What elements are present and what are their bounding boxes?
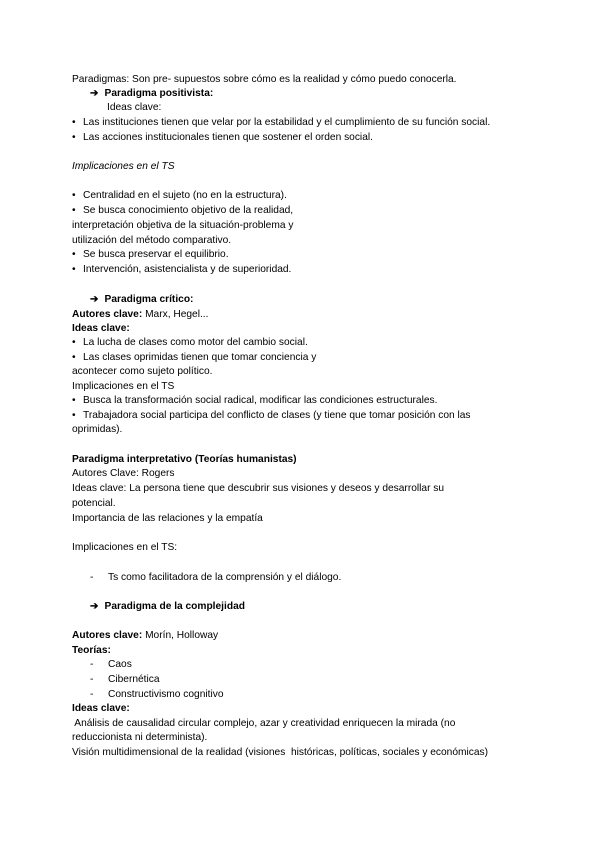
autores-critico xyxy=(72,308,208,321)
dash-marker: - xyxy=(90,572,94,583)
list-item-text: Caos xyxy=(108,659,132,670)
list-item xyxy=(72,673,160,686)
list-item xyxy=(72,351,316,364)
bullet-icon: • xyxy=(72,132,76,143)
bullet-icon: • xyxy=(72,205,76,216)
bullet-icon: • xyxy=(72,352,76,363)
list-item xyxy=(72,571,341,584)
impl-heading-interpretativo: Implicaciones en el TS: xyxy=(72,542,178,553)
list-item-text: Las clases oprimidas tienen que tomar conciencia y xyxy=(83,352,317,363)
impl-heading-critico: Implicaciones en el TS xyxy=(72,381,175,392)
arrow-icon: ➔ xyxy=(90,294,99,305)
list-item xyxy=(72,189,287,202)
list-item-text: La lucha de clases como motor del cambio social. xyxy=(83,337,308,348)
list-item xyxy=(72,688,224,701)
list-item-text: Ts como facilitadora de la comprensión y el diálogo. xyxy=(108,572,342,583)
list-item-text: Trabajadora social participa del conflicto de clases (y tiene que tomar posición con las xyxy=(83,410,471,421)
arrow-icon: ➔ xyxy=(90,88,99,99)
list-item xyxy=(72,131,373,144)
teorias-label: Teorías: xyxy=(72,645,111,656)
list-item xyxy=(72,336,308,349)
autores-interpretativo: Autores Clave: Rogers xyxy=(72,468,175,479)
heading-positivista-text: Paradigma positivista: xyxy=(104,88,214,99)
heading-critico xyxy=(90,293,193,306)
list-item xyxy=(72,116,490,129)
bullet-icon: • xyxy=(72,264,76,275)
continuation-line: reduccionista ni determinista). xyxy=(72,732,208,743)
list-item-text: Centralidad en el sujeto (no en la estructura). xyxy=(83,190,287,201)
bullet-icon: • xyxy=(72,337,76,348)
vision-line: Visión multidimensional de la realidad (visiones históricas, políticas, sociales y económicas) xyxy=(72,747,488,758)
list-item xyxy=(72,394,437,407)
list-item-text: Constructivismo cognitivo xyxy=(108,689,224,700)
ideas-interpretativo: Ideas clave: La persona tiene que descubrir sus visiones y deseos y desarrollar su xyxy=(72,483,445,494)
list-item xyxy=(72,204,293,217)
heading-critico-text: Paradigma crítico: xyxy=(104,294,194,305)
list-item-text: Las acciones institucionales tienen que sostener el orden social. xyxy=(83,132,373,143)
continuation-line: potencial. xyxy=(72,498,116,509)
importancia-line: Importancia de las relaciones y la empatía xyxy=(72,513,263,524)
bullet-icon: • xyxy=(72,395,76,406)
autores-value: Marx, Hegel... xyxy=(145,309,209,320)
bullet-icon: • xyxy=(72,410,76,421)
dash-marker: - xyxy=(90,674,94,685)
ideas-label-complejidad: Ideas clave: xyxy=(72,703,130,714)
ideas-label-positivista: Ideas clave: xyxy=(107,102,162,113)
list-item-text: Las instituciones tienen que velar por la estabilidad y el cumplimiento de su función social. xyxy=(83,117,491,128)
dash-marker: - xyxy=(90,689,94,700)
autores-label: Autores clave: xyxy=(72,309,143,320)
autores-label: Autores clave: xyxy=(72,630,143,641)
continuation-line: acontecer como sujeto político. xyxy=(72,366,213,377)
list-item-text: Busca la transformación social radical, modificar las condiciones estructurales. xyxy=(83,395,438,406)
dash-marker: - xyxy=(90,659,94,670)
heading-complejidad-text: Paradigma de la complejidad xyxy=(104,601,245,612)
bullet-icon: • xyxy=(72,117,76,128)
arrow-icon: ➔ xyxy=(90,601,99,612)
list-item-text: Intervención, asistencialista y de superioridad. xyxy=(83,264,292,275)
heading-complejidad xyxy=(90,600,245,613)
list-item-text: Se busca preservar el equilibrio. xyxy=(83,249,229,260)
list-item xyxy=(72,409,471,422)
autores-value: Morín, Holloway xyxy=(145,630,219,641)
continuation-line: interpretación objetiva de la situación-problema y xyxy=(72,220,294,231)
ideas-complejidad: Análisis de causalidad circular complejo, azar y creatividad enriquecen la mirada (no xyxy=(72,718,456,729)
heading-interpretativo: Paradigma interpretativo (Teorías humanistas) xyxy=(72,454,297,465)
list-item xyxy=(72,263,291,276)
autores-complejidad xyxy=(72,629,218,642)
impl-heading-positivista: Implicaciones en el TS xyxy=(72,161,175,172)
continuation-line: oprimidas). xyxy=(72,424,123,435)
bullet-icon: • xyxy=(72,249,76,260)
ideas-label-critico: Ideas clave: xyxy=(72,323,130,334)
list-item xyxy=(72,248,229,261)
bullet-icon: • xyxy=(72,190,76,201)
intro-line: Paradigmas: Son pre- supuestos sobre cómo es la realidad y cómo puedo conocerla. xyxy=(72,74,457,85)
list-item-text: Cibernética xyxy=(108,674,160,685)
list-item-text: Se busca conocimiento objetivo de la realidad, xyxy=(83,205,294,216)
list-item xyxy=(72,658,132,671)
continuation-line: utilización del método comparativo. xyxy=(72,235,232,246)
heading-positivista xyxy=(90,87,213,100)
